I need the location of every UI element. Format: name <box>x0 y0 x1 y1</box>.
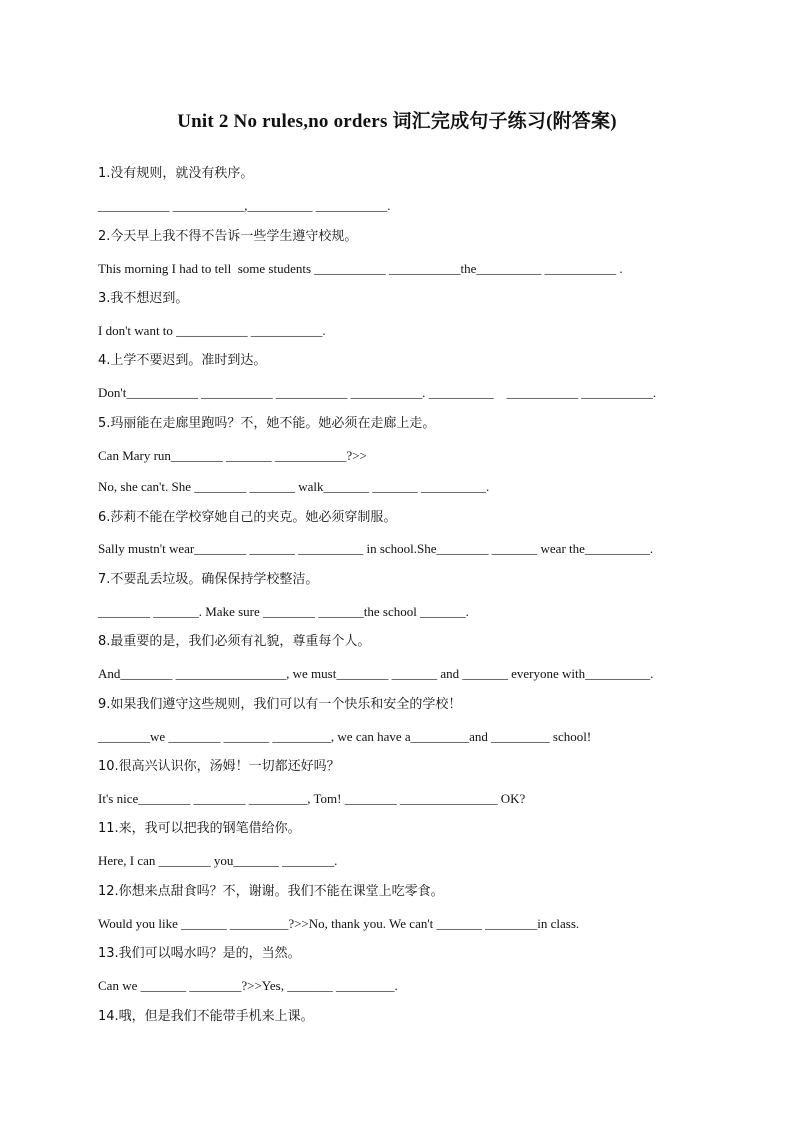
answer-11-blanks: Here, I can ________ you_______ ________. <box>98 853 338 868</box>
answer-7-blanks: ________ _______. Make sure ________ _______the school _______. <box>98 604 469 619</box>
answer-2-blanks: This morning I had to tell some students ___________ ___________the__________ ___________ . <box>98 261 623 276</box>
question-13-chinese: 13.我们可以喝水吗？是的，当然。 <box>98 946 301 961</box>
answer-13-blanks: Can we _______ ________?>>Yes, _______ _________. <box>98 978 398 993</box>
question-1-chinese: 1.没有规则，就没有秩序。 <box>98 166 254 181</box>
answer-1-blanks: ___________ ___________,__________ ___________. <box>98 198 391 213</box>
answer-4-blanks: Don't___________ ___________ ___________ ___________. __________ ___________ ___________. <box>98 385 657 400</box>
question-9-chinese: 9.如果我们遵守这些规则，我们可以有一个快乐和安全的学校！ <box>98 697 462 712</box>
answer-3-blanks: I don't want to ___________ ___________. <box>98 323 326 338</box>
question-7-chinese: 7.不要乱丢垃圾。确保保持学校整洁。 <box>98 572 319 587</box>
page-title: Unit 2 No rules,no orders 词汇完成句子练习(附答案) <box>177 111 617 132</box>
answer-10-blanks: It's nice________ ________ _________, Tom! ________ _______________ OK? <box>98 791 526 806</box>
question-12-chinese: 12.你想来点甜食吗？不，谢谢。我们不能在课堂上吃零食。 <box>98 884 444 899</box>
answer-6-blanks: Sally mustn't wear________ _______ __________ in school.She________ _______ wear the__________. <box>98 541 654 556</box>
answer-12-blanks: Would you like _______ _________?>>No, thank you. We can't _______ ________in class. <box>98 916 580 931</box>
question-10-chinese: 10.很高兴认识你，汤姆！一切都还好吗？ <box>98 759 340 774</box>
question-2-chinese: 2.今天早上我不得不告诉一些学生遵守校规。 <box>98 229 358 244</box>
question-4-chinese: 4.上学不要迟到。准时到达。 <box>98 353 267 368</box>
question-6-chinese: 6.莎莉不能在学校穿她自己的夹克。她必须穿制服。 <box>98 510 397 525</box>
question-14-chinese: 14.哦，但是我们不能带手机来上课。 <box>98 1009 314 1024</box>
question-8-chinese: 8.最重要的是，我们必须有礼貌，尊重每个人。 <box>98 634 371 649</box>
answer-8-blanks: And________ _________________, we must________ _______ and _______ everyone with__________. <box>98 666 654 681</box>
answer-5a-blanks: Can Mary run________ _______ ___________?>> <box>98 448 367 463</box>
answer-9-blanks: ________we ________ _______ _________, we can have a_________and _________ school! <box>98 729 592 744</box>
question-11-chinese: 11.来，我可以把我的钢笔借给你。 <box>98 821 301 836</box>
answer-5b-blanks: No, she can't. She ________ _______ walk_______ _______ __________. <box>98 479 490 494</box>
question-5-chinese: 5.玛丽能在走廊里跑吗？不，她不能。她必须在走廊上走。 <box>98 416 436 431</box>
question-3-chinese: 3.我不想迟到。 <box>98 291 189 306</box>
